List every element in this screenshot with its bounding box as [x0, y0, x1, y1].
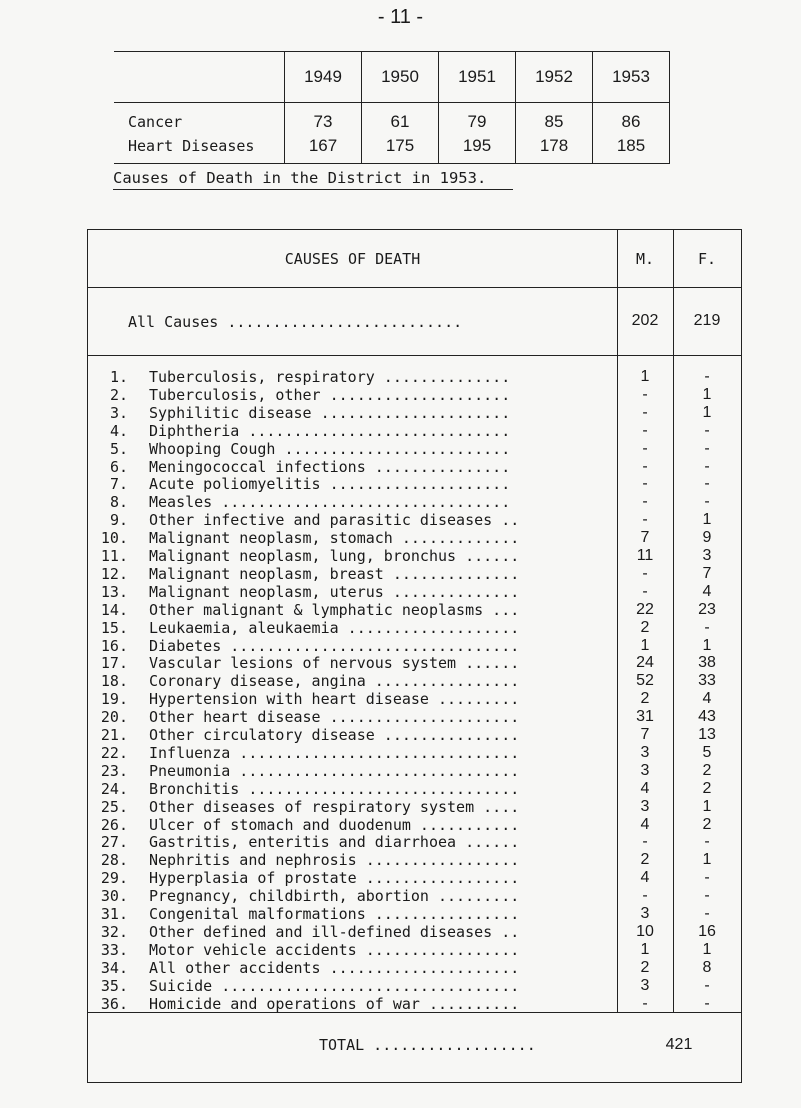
female-count: 1 — [702, 385, 712, 403]
year-header: 1950 — [362, 52, 439, 103]
cause-label: Congenital malformations ................ — [149, 905, 520, 923]
summary-cell: 85 — [516, 103, 593, 135]
female-count: - — [704, 618, 710, 636]
year-header: 1949 — [285, 52, 362, 103]
male-count: 3 — [640, 976, 650, 994]
cause-number: 5. — [109, 439, 128, 458]
female-count: 3 — [702, 547, 712, 564]
female-count: - — [704, 368, 710, 385]
summary-cell: 185 — [593, 134, 670, 164]
cause-label: Tuberculosis, other .................... — [149, 385, 511, 404]
cause-number: 22. — [100, 743, 128, 762]
cause-label: Malignant neoplasm, lung, bronchus ...... — [149, 547, 520, 565]
cause-number: 7. — [109, 475, 128, 494]
cause-label: Gastritis, enteritis and diarrhoea ...... — [149, 833, 520, 852]
cause-label: Ulcer of stomach and duodenum ........... — [149, 815, 520, 834]
female-count: 1 — [702, 940, 712, 958]
female-count: 9 — [702, 529, 712, 547]
summary-cell: 61 — [362, 103, 439, 135]
cause-label: Malignant neoplasm, uterus .............. — [149, 582, 520, 601]
year-header: 1951 — [439, 52, 516, 103]
cause-label: Diabetes ................................ — [149, 636, 520, 655]
cause-row — [88, 995, 741, 1017]
male-count: 22 — [636, 600, 654, 618]
cause-number: 25. — [100, 797, 128, 816]
cause-label: Malignant neoplasm, stomach ............. — [149, 529, 520, 548]
cause-number: 26. — [100, 815, 128, 834]
cause-label: Bronchitis .............................. — [149, 779, 520, 798]
cause-label: Acute poliomyelitis .................... — [149, 475, 511, 494]
cause-label: Motor vehicle accidents ................. — [149, 940, 520, 959]
cause-number: 27. — [100, 833, 128, 852]
causes-of-death-table — [87, 229, 742, 1083]
cause-number: 36. — [100, 994, 128, 1013]
cause-number: 12. — [100, 564, 128, 583]
cause-number: 11. — [100, 547, 128, 565]
cause-label: Tuberculosis, respiratory .............. — [149, 368, 511, 386]
cause-number: 31. — [100, 905, 128, 923]
summary-cell: 79 — [439, 103, 516, 135]
cause-number: 14. — [100, 600, 128, 619]
male-count: 1 — [640, 636, 650, 654]
female-count: 1 — [702, 636, 712, 654]
male-count: - — [642, 564, 648, 582]
male-count: 10 — [636, 922, 654, 940]
cause-label: Hypertension with heart disease ......... — [149, 690, 520, 709]
cause-number: 35. — [100, 976, 128, 995]
female-count: 5 — [702, 743, 712, 761]
cause-number: 17. — [100, 654, 128, 673]
cause-label: Measles ................................ — [149, 493, 511, 512]
male-count: 3 — [640, 761, 650, 779]
female-count: 1 — [702, 403, 712, 421]
male-count: 2 — [640, 958, 650, 976]
cause-label: Other malignant & lymphatic neoplasms ... — [149, 600, 520, 619]
header-divider — [88, 287, 741, 288]
male-count: 11 — [636, 547, 654, 564]
cause-number: 21. — [100, 726, 128, 744]
cause-label: Pneumonia ............................... — [149, 761, 520, 780]
female-count: 33 — [698, 672, 716, 690]
cause-number: 32. — [100, 922, 128, 941]
male-count: 3 — [640, 743, 650, 761]
cause-number: 24. — [100, 779, 128, 798]
male-count: - — [642, 475, 648, 493]
female-count: 1 — [702, 851, 712, 869]
table-caption: Causes of Death in the District in 1953. — [113, 169, 513, 190]
cause-number: 15. — [100, 618, 128, 637]
cause-number: 34. — [100, 958, 128, 977]
page-number: - 11 - — [377, 6, 424, 28]
male-count: 31 — [636, 708, 654, 726]
male-count: - — [642, 887, 648, 905]
cause-label: Other defined and ill-defined diseases .. — [149, 922, 520, 941]
cause-number: 16. — [100, 636, 128, 655]
female-count: - — [704, 994, 710, 1012]
cause-label: Vascular lesions of nervous system ...... — [149, 654, 520, 673]
male-count: 4 — [640, 815, 650, 833]
cause-label: Leukaemia, aleukaemia ................... — [149, 618, 520, 637]
cause-label: Diphtheria ............................. — [149, 421, 511, 440]
cause-number: 29. — [100, 869, 128, 888]
female-count: 1 — [702, 511, 712, 529]
female-count: 2 — [702, 779, 712, 797]
cause-label: All other accidents ..................... — [149, 958, 520, 977]
summary-cell: 175 — [362, 134, 439, 164]
cause-label: Nephritis and nephrosis ................. — [149, 851, 520, 870]
female-count: - — [704, 869, 710, 887]
female-count: 1 — [702, 797, 712, 815]
cause-label: Other heart disease ..................... — [149, 708, 520, 727]
female-count: - — [704, 905, 710, 922]
total-label: TOTAL .................. — [319, 1036, 536, 1054]
cause-label: Other infective and parasitic diseases .. — [149, 511, 520, 530]
summary-cell: 86 — [593, 103, 670, 135]
cause-label: Syphilitic disease ..................... — [149, 403, 511, 422]
summary-row-name: Heart Diseases — [114, 134, 285, 164]
cause-number: 2. — [109, 385, 128, 404]
female-count: 2 — [702, 815, 712, 833]
female-count: 23 — [698, 600, 716, 618]
male-count: 1 — [640, 940, 650, 958]
summary-table — [114, 51, 670, 164]
cause-number: 6. — [109, 457, 128, 476]
cause-label: Other diseases of respiratory system .... — [149, 797, 520, 816]
male-count: - — [642, 385, 648, 403]
summary-row — [114, 103, 670, 135]
male-count: 52 — [636, 672, 654, 690]
male-count: 4 — [640, 779, 650, 797]
summary-header-blank — [114, 52, 285, 103]
female-count: - — [704, 421, 710, 439]
all-causes-female: 219 — [693, 312, 721, 329]
cause-number: 30. — [100, 887, 128, 906]
female-count: 7 — [702, 564, 712, 582]
cause-label: Whooping Cough ......................... — [149, 439, 511, 458]
summary-cell: 167 — [285, 134, 362, 164]
causes-header: CAUSES OF DEATH — [284, 250, 421, 268]
female-header: F. — [697, 250, 717, 268]
cause-label: Pregnancy, childbirth, abortion ......... — [149, 887, 520, 906]
male-count: 7 — [640, 726, 650, 743]
female-count: 38 — [698, 654, 716, 672]
male-count: - — [642, 457, 648, 475]
cause-label: Suicide ................................. — [149, 976, 520, 995]
female-count: - — [704, 475, 710, 493]
male-count: - — [642, 582, 648, 600]
male-count: - — [642, 833, 648, 851]
total-value: 421 — [665, 1036, 693, 1053]
male-count: 2 — [640, 851, 650, 869]
male-header: M. — [635, 250, 655, 268]
cause-label: Homicide and operations of war .......... — [149, 994, 520, 1013]
female-count: 4 — [702, 690, 712, 708]
cause-label: Coronary disease, angina ................ — [149, 672, 520, 691]
cause-label: Influenza ............................... — [149, 743, 520, 762]
cause-number: 33. — [100, 940, 128, 959]
cause-number: 3. — [109, 403, 128, 422]
female-count: 43 — [698, 708, 716, 726]
year-header: 1953 — [593, 52, 670, 103]
female-count: 2 — [702, 761, 712, 779]
all-causes-divider — [88, 355, 741, 356]
cause-number: 10. — [100, 529, 128, 548]
male-count: - — [642, 511, 648, 529]
cause-number: 13. — [100, 582, 128, 601]
summary-cell: 73 — [285, 103, 362, 135]
female-count: - — [704, 457, 710, 475]
cause-number: 9. — [109, 511, 128, 530]
male-count: 3 — [640, 797, 650, 815]
male-count: 4 — [640, 869, 650, 887]
male-count: - — [642, 493, 648, 511]
cause-number: 8. — [109, 493, 128, 512]
cause-label: Malignant neoplasm, breast .............. — [149, 564, 520, 583]
female-count: 13 — [698, 726, 716, 743]
cause-number: 28. — [100, 851, 128, 870]
year-header: 1952 — [516, 52, 593, 103]
male-count: - — [642, 421, 648, 439]
all-causes-male: 202 — [631, 312, 659, 329]
male-count: 2 — [640, 690, 650, 708]
female-count: 4 — [702, 582, 712, 600]
female-count: - — [704, 976, 710, 994]
female-count: 8 — [702, 958, 712, 976]
cause-number: 1. — [109, 368, 128, 386]
male-count: - — [642, 403, 648, 421]
female-count: - — [704, 439, 710, 457]
summary-cell: 178 — [516, 134, 593, 164]
male-count: 2 — [640, 618, 650, 636]
cause-number: 18. — [100, 672, 128, 691]
male-count: - — [642, 439, 648, 457]
cause-label: Meningococcal infections ............... — [149, 457, 511, 476]
male-count: 24 — [636, 654, 654, 672]
cause-number: 19. — [100, 690, 128, 709]
summary-header-row — [114, 52, 670, 103]
male-count: 3 — [640, 905, 650, 922]
cause-number: 23. — [100, 761, 128, 780]
cause-label: Other circulatory disease ............... — [149, 726, 520, 744]
cause-label: Hyperplasia of prostate ................. — [149, 869, 520, 888]
summary-cell: 195 — [439, 134, 516, 164]
summary-row-name: Cancer — [128, 113, 183, 131]
male-count: - — [642, 994, 648, 1012]
summary-row — [114, 134, 670, 164]
female-count: - — [704, 887, 710, 905]
male-count: 1 — [640, 368, 650, 385]
female-count: 16 — [698, 922, 716, 940]
cause-number: 20. — [100, 708, 128, 727]
all-causes-label: All Causes .......................... — [128, 313, 463, 331]
cause-number: 4. — [109, 421, 128, 440]
female-count: - — [704, 833, 710, 851]
female-count: - — [704, 493, 710, 511]
male-count: 7 — [640, 529, 650, 547]
